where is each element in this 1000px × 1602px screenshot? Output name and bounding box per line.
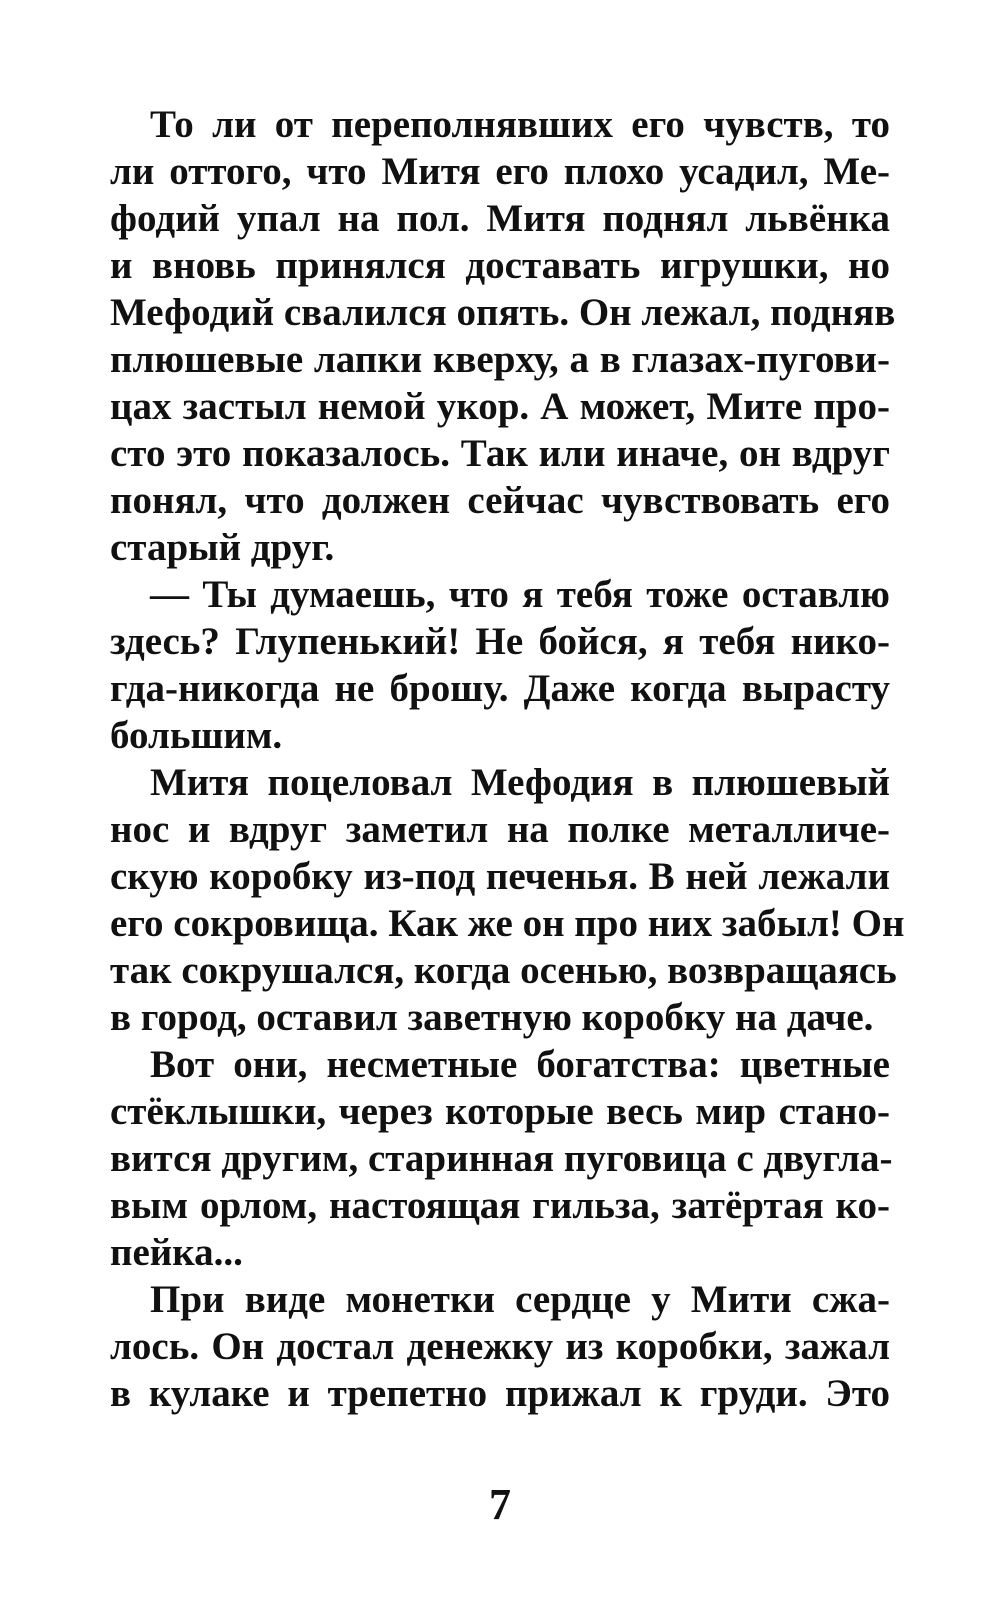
text-line: его сокровища. Как же он про них забыл! Он: [110, 902, 905, 945]
text-line: вым орлом, настоящая гильза, затёртая ко-: [110, 1184, 890, 1227]
text-line: в кулаке и трепетно прижал к груди. Это: [110, 1372, 890, 1415]
text-line: сто это показалось. Так или иначе, он вдруг: [110, 432, 890, 475]
text-line: лось. Он достал денежку из коробки, зажал: [110, 1325, 890, 1368]
text-line: так сокрушался, когда осенью, возвращаясь: [110, 949, 897, 992]
text-line: пейка...: [110, 1231, 243, 1274]
body-text: [110, 101, 905, 1417]
text-line: фодий упал на пол. Митя поднял львёнка: [110, 197, 890, 240]
text-line: старый друг.: [110, 526, 335, 569]
text-line: стёклышки, через которые весь мир стано-: [110, 1090, 890, 1133]
text-line: здесь? Глупенький! Не бойся, я тебя нико-: [110, 620, 890, 663]
text-line: цах застыл немой укор. А может, Мите про-: [110, 385, 890, 428]
text-line: При виде монетки сердце у Мити сжа-: [150, 1278, 890, 1321]
text-line: Мефодий свалился опять. Он лежал, подняв: [110, 291, 896, 334]
text-line: в город, оставил заветную коробку на даче.: [110, 996, 874, 1039]
page-number: 7: [489, 1480, 511, 1529]
text-line: Митя поцеловал Мефодия в плюшевый: [150, 761, 890, 804]
text-line: То ли от переполнявших его чувств, то: [150, 103, 890, 146]
text-line: плюшевые лапки кверху, а в глазах-пугови-: [110, 338, 890, 381]
text-line: большим.: [110, 714, 283, 757]
text-line: Вот они, несметные богатства: цветные: [150, 1043, 890, 1086]
text-line: вится другим, старинная пуговица с двугла-: [110, 1137, 893, 1180]
text-line: ли оттого, что Митя его плохо усадил, Ме-: [110, 150, 890, 193]
text-line: скую коробку из-под печенья. В ней лежали: [110, 855, 890, 898]
text-line: нос и вдруг заметил на полке металличе-: [110, 808, 890, 851]
text-line: и вновь принялся доставать игрушки, но: [110, 244, 890, 287]
text-line: — Ты думаешь, что я тебя тоже оставлю: [150, 573, 890, 616]
text-line: гда-никогда не брошу. Даже когда вырасту: [110, 667, 890, 710]
text-line: понял, что должен сейчас чувствовать его: [110, 479, 890, 522]
